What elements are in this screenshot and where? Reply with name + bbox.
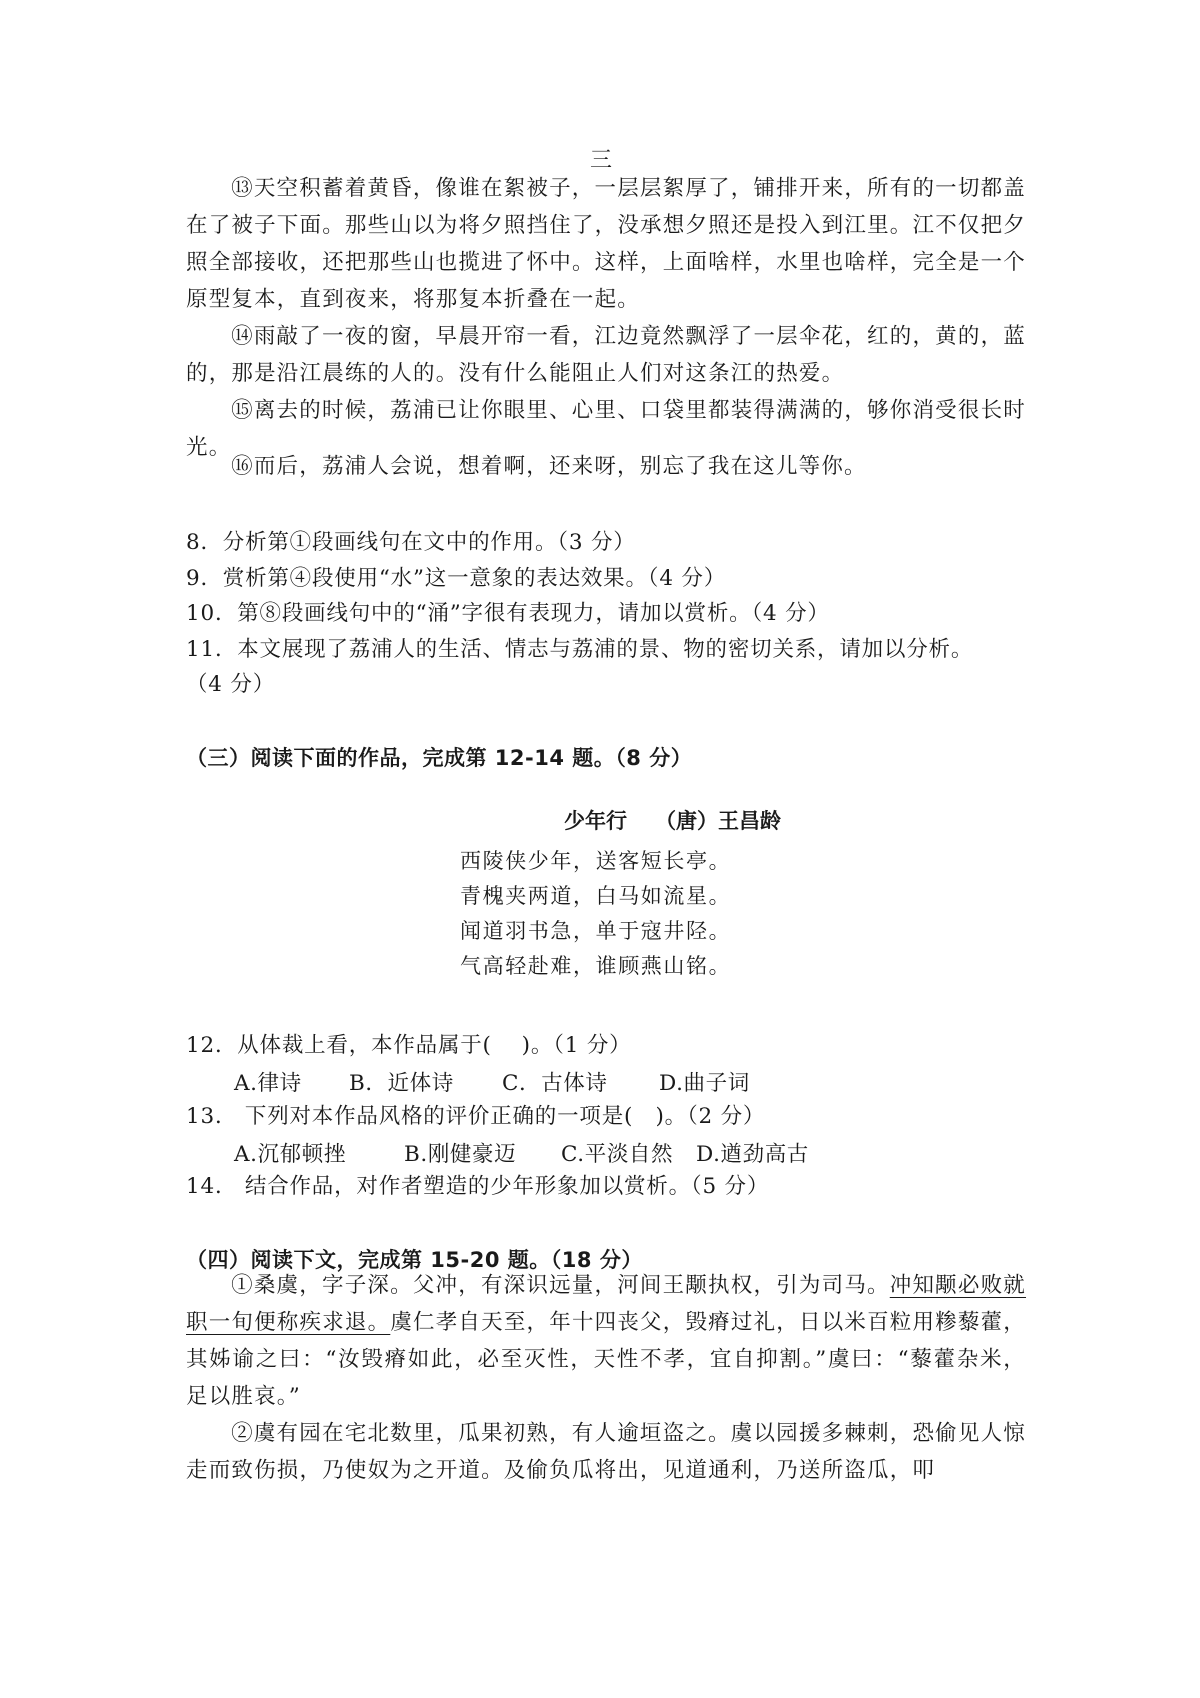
paragraph-16: ⑯而后，荔浦人会说，想着啊，还来呀，别忘了我在这儿等你。 bbox=[231, 454, 867, 479]
poem-title: 少年行 bbox=[564, 809, 627, 833]
poem-line-1: 西陵侠少年，送客短长亭。 bbox=[460, 849, 732, 873]
question-12-options bbox=[234, 1066, 750, 1097]
poem-line-2: 青槐夹两道，白马如流星。 bbox=[460, 884, 732, 908]
option-d: D.曲子词 bbox=[659, 1071, 750, 1096]
question-12: 12．从体裁上看，本作品属于( )。（1 分） bbox=[186, 1033, 632, 1058]
option-d: D.遒劲高古 bbox=[696, 1142, 809, 1167]
option-c: C.平淡自然 bbox=[561, 1142, 674, 1167]
underlined-sentence: 冲知颙必败就职一旬便称疾求退。 bbox=[186, 1273, 1027, 1335]
poem-line-4: 气高轻赴难，谁顾燕山铭。 bbox=[460, 954, 732, 978]
section-4-heading: （四）阅读下文，完成第 15-20 题。（18 分） bbox=[186, 1248, 643, 1272]
paragraph-14: ⑭雨敲了一夜的窗，早晨开帘一看，江边竟然飘浮了一层伞花，红的，黄的，蓝的，那是沿江晨练的人的。没有什么能阻止人们对这条江的热爱。 bbox=[186, 324, 1026, 386]
paragraph-15: ⑮离去的时候，荔浦已让你眼里、心里、口袋里都装得满满的，够你消受很长时光。 bbox=[186, 398, 1026, 460]
question-11-score: （4 分） bbox=[186, 672, 276, 697]
option-a: A.律诗 bbox=[234, 1071, 302, 1096]
question-10: 10．第⑧段画线句中的“涌”字很有表现力，请加以赏析。（4 分） bbox=[186, 601, 830, 626]
classical-paragraph-2: ②虞有园在宅北数里，瓜果初熟，有人逾垣盗之。虞以园援多棘刺，恐偷见人惊走而致伤损，乃使奴为之开道。及偷负瓜将出，见道通利，乃送所盗瓜，叩 bbox=[186, 1421, 1026, 1483]
question-8: 8．分析第①段画线句在文中的作用。（3 分） bbox=[186, 530, 636, 555]
option-b: B.刚健豪迈 bbox=[404, 1142, 517, 1167]
question-11: 11．本文展现了荔浦人的生活、情志与荔浦的景、物的密切关系，请加以分析。 bbox=[186, 637, 974, 662]
section-3-heading: （三）阅读下面的作品，完成第 12-14 题。（8 分） bbox=[186, 746, 693, 770]
question-14: 14． 结合作品，对作者塑造的少年形象加以赏析。（5 分） bbox=[186, 1174, 770, 1199]
question-13: 13． 下列对本作品风格的评价正确的一项是( )。（2 分） bbox=[186, 1104, 766, 1129]
option-c: C．古体诗 bbox=[502, 1071, 608, 1096]
option-a: A.沉郁顿挫 bbox=[234, 1142, 346, 1167]
question-9: 9．赏析第④段使用“水”这一意象的表达效果。（4 分） bbox=[186, 566, 727, 591]
poem-line-3: 闻道羽书急，单于寇井陉。 bbox=[460, 919, 732, 943]
question-13-options bbox=[234, 1137, 809, 1168]
classical-paragraph-1 bbox=[186, 1267, 1026, 1415]
poem-author: （唐）王昌龄 bbox=[655, 809, 781, 833]
option-b: B．近体诗 bbox=[349, 1071, 454, 1096]
section-number: 三 bbox=[590, 148, 613, 173]
paragraph-1-start: ①桑虞，字子深。父冲，有深识远量，河间王颙执权，引为司马。 bbox=[231, 1273, 890, 1298]
paragraph-13: ⑬天空积蓄着黄昏，像谁在絮被子，一层层絮厚了，铺排开来，所有的一切都盖在了被子下面。那些山以为将夕照挡住了，没承想夕照还是投入到江里。江不仅把夕照全部接收，还把那些山也揽进了怀中。这样，上面啥样，水里也啥样，完全是一个原型复本，直到夜来，将那复本折叠在一起。 bbox=[186, 176, 1026, 312]
poem-title-line bbox=[0, 805, 1200, 835]
paragraph-1-rest: 虞仁孝自天至，年十四丧父，毁瘠过礼，日以米百粒用糁藜藿，其姊谕之曰：“汝毁瘠如此，必至灭性，天性不孝，宜自抑割。”虞曰：“藜藿杂米，足以胜哀。” bbox=[186, 1310, 1026, 1409]
